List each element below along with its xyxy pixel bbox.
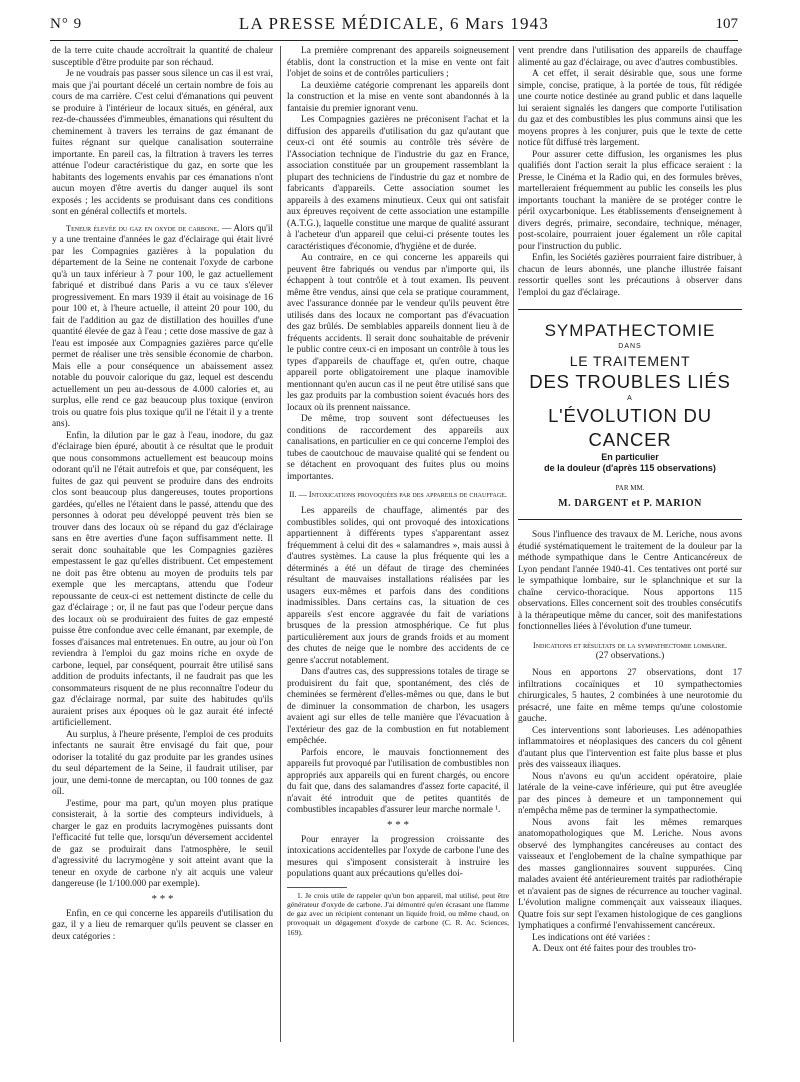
footnote-rule — [287, 887, 347, 888]
byline-prefix: PAR MM. — [615, 484, 645, 492]
section-separator: * * * — [151, 892, 174, 905]
paragraph: Au contraire, en ce qui concerne les appareils qui peuvent être fabriqués ou vendus par n'importe qui, ils échappent à tout contrôle et à tout examen. Ils peuvent même être vendus, ainsi que cela se pratique couramment, avec l'assurance donnée par le vendeur qu'ils peuvent être utilisés dans des locaux ne comportant pas d'évacuation des gaz brûlés. De semblables appareils donnent lieu à de fréquents accidents. Il serait donc souhaitable de prévenir le public contre ceux-ci en imposant un contrôle à tous les types d'appareils de chauffage et, qu'en outre, chaque appareil porte obligatoirement une plaque inamovible mentionnant qu'en aucun cas il ne peut être utilisé sans que les gaz produits par la combustion soient évacués hors des locaux où ils prennent naissance. — [287, 253, 509, 413]
article-authors: M. DARGENT et P. MARION — [558, 497, 702, 509]
paragraph: vent prendre dans l'utilisation des appareils de chauffage alimenté au gaz d'éclairage, ou avec d'autres combustibles. — [518, 46, 742, 68]
paragraph-text: Alors qu'il y a une trentaine d'années le gaz d'éclairage qui était livré par les Compagnies gazières à la population du département de la Seine ne contenait l'oxyde de carbone qu'à un taux inférieur à 7 pour 100, le gaz actuellement fabriqué et distribué dans Paris a vu ce taux s'élever progressivement. En mars 1939 il était au voisinage de 16 pour 100 et, à l'heure actuelle, il atteint 20 pour 100, du fait de l'addition au gaz de distillation des houilles d'une quantité élevée de gaz à l'eau ; cette dose massive de gaz à l'eau est imposée aux Compagnies gazières parce qu'elle permet de réaliser une très sensible économie de charbon. Mais elle a pour conséquence un abaissement assez notable du pouvoir calorique du gaz, lequel est descendu actuellement un peu au-dessous de 4.000 calories et, au surplus, elle rend ce gaz beaucoup plus toxique (environ trois ou quatre fois plus toxique qu'il ne l'était il y a trente ans). — [52, 223, 273, 429]
page-number: 107 — [715, 16, 738, 32]
paragraph: Enfin, la dilution par le gaz à l'eau, inodore, du gaz d'éclairage bien épuré, aboutit à ce résultat que le produit que nous consommons actuellement est beaucoup moins odorant qu'il ne l'était autrefois et que, par conséquent, les fuites de gaz qui peuvent se produire dans des endroits clos sont beaucoup plus dangereuses, toutes proportions gardées, qu'elles ne l'étaient dans le passé, attendu que des personnes à odorat peu développé peuvent très bien se trouver dans des locaux où se répand du gaz d'éclairage sans en être averties d'une façon suffisamment nette. Il serait donc souhaitable que les Compagnies gazières empestassent le gaz qu'elles distribuent. Cet empestement ne doit pas être obtenu au moyen de produits tels par exemple que les mercaptans, attendu que l'odeur repoussante de ceux-ci est nettement distincte de celle du gaz d'éclairage ; or, il ne faut pas que l'odeur perçue dans des locaux où se produiraient des fuites de gaz empesté puisse être confondue avec celle émanant, par exemple, de fosses d'aisances mal entretenues. En outre, au jour où l'on reviendra à l'emploi du gaz moins riche en oxyde de carbone, lequel, par conséquent, pourrait être utilisé sans addition de produits infectants, il ne faudrait pas que les consommateurs risquent de ne plus reconnaître l'odeur du gaz d'éclairage normal, par suite des habitudes qu'ils auraient prises aux époques où le gaz aurait été infecté artificiellement. — [52, 430, 273, 728]
section-subheading: (27 observations.) — [595, 650, 665, 661]
paragraph: Teneur élevée du gaz en oxyde de carbone. — Alors qu'il y a une trentaine d'années le gaz d'éclairage qui était livré par les Compagnies gazières à la population du département de la Seine ne contenait l'oxyde de carbone qu'à un taux inférieur à 7 pour 100, le gaz actuellement fabriqué et distribué dans Paris a vu ce taux s'élever progressivement. En mars 1939 il était au voisinage de 16 pour 100 et, à l'heure actuelle, il atteint 20 pour 100, du fait de l'addition au gaz de distillation des houilles d'une quantité élevée de gaz à l'eau ; cette dose massive de gaz à l'eau est imposée aux Compagnies gazières parce qu'elle permet de réaliser une très sensible économie de charbon. Mais elle a pour conséquence un abaissement assez notable du pouvoir calorique du gaz, lequel est descendu actuellement un peu au-dessous de 4.000 calories et, au surplus, elle rend ce gaz beaucoup plus toxique (environ trois ou quatre fois plus toxique qu'il ne l'était il y a trente ans). — [52, 223, 273, 429]
section-heading-text: Indications et résultats de la sympathectomie lombaire. — [532, 640, 728, 650]
article-title-line: L'ÉVOLUTION DU CANCER — [548, 405, 712, 450]
column-3 — [518, 46, 742, 1074]
paragraph: J'estime, pour ma part, qu'un moyen plus pratique consisterait, à la sortie des compteurs individuels, à charger le gaz en produits lacrymogènes puissants dont l'efficacité fut telle que, lorsqu'un déversement accidentel de gaz se produirait dans l'atmosphère, le seuil d'agressivité du lacrymogène y soit atteint avant que la teneur en oxyde de carbone n'y ait acquis une valeur dangereuse (le 1/100.000 par exemple). — [52, 798, 273, 889]
paragraph: A. Deux ont été faites pour des troubles tro- — [532, 944, 697, 954]
footnote: 1. Je crois utile de rappeler qu'un bon appareil, mal utilisé, peut être générateur d'oxyde de carbone. J'ai démontré qu'en écrasant une flamme de gaz avec un récipient contenant un liquide froid, ou même chaud, on provoquait un dégagement d'oxyde de carbone (C. R. Ac. Sciences, 169). — [287, 890, 509, 937]
paragraph: Enfin, en ce qui concerne les appareils d'utilisation du gaz, il y a lieu de remarquer qu'ils peuvent se classer en deux catégories : — [52, 908, 273, 942]
paragraph: Enfin, les Sociétés gazières pourraient faire distribuer, à chacun de leurs abonnés, une planche illustrée faisant ressortir quelles sont les précautions à observer dans l'emploi du gaz d'éclairage. — [518, 253, 742, 298]
paragraph: La deuxième catégorie comprenant les appareils dont la construction et la mise en vente sont abandonnés à la fantaisie du premier ignorant venu. — [287, 80, 509, 114]
paragraph: La première comprenant des appareils soigneusement établis, dont la construction et la mise en vente ont fait l'objet de soins et de contrôles particuliers ; — [287, 46, 509, 79]
paragraph: Les indications ont été variées : — [532, 932, 651, 943]
journal-title: LA PRESSE MÉDICALE, 6 Mars 1943 — [238, 14, 550, 33]
column-rule — [513, 46, 514, 1042]
divider — [518, 519, 742, 520]
paragraph: A cet effet, il serait désirable que, sous une forme simple, concise, pratique, à la portée de tous, fût rédigée une courte notice destinée au grand public et dans laquelle lui seraient signalés les dangers que comporte l'utilisation du gaz et des combustibles les plus communs ainsi que les moyens propres à les conjurer, puis que le texte de cette notice fût diffusé très largement. — [518, 69, 742, 148]
paragraph: Dans d'autres cas, des suppressions totales de tirage se produisirent du fait que, spontanément, des clés de cheminées se fermèrent d'elles-mêmes ou que, dans le but de diminuer la consommation de charbon, les usagers avaient agi sur elles de telle manière que l'évacuation à l'extérieur des gaz de la combustion en fut notablement empêchée. — [287, 667, 509, 746]
column-1 — [52, 46, 273, 1074]
paragraph: Ces interventions sont laborieuses. Les adénopathies inflammatoires et néoplasiques des cancers du col gênent d'autant plus que l'intervention est faite plus basse et plus près des vaisseaux iliaques. — [518, 725, 742, 770]
paragraph: Nous avons fait les mêmes remarques anatomopathologiques que M. Leriche. Nous avons observé des lymphangites cancéreuses au contact des vaisseaux et l'englobement de la chaîne sympathique par des masses ganglionnaires souvent suppurées. Cinq malades avaient été antérieurement traités par radiothérapie et n'avaient pas de signes de récurrence au toucher vaginal. L'évolution maligne commençait aux vaisseaux iliaques. Quatre fois sur sept l'examen histologique de ces ganglions lymphatiques a confirmé l'envahissement cancéreux. — [518, 817, 742, 931]
section-heading — [518, 641, 742, 651]
paragraph: Au surplus, à l'heure présente, l'emploi de ces produits infectants ne saurait être envisagé du fait que, pour odoriser la totalité du gaz produite par les grandes usines du seul département de la Seine, il faudrait utiliser, par jour, une demi-tonne de mercaptan, ou 100 tonnes de gaz oïl. — [52, 729, 273, 797]
paragraph: de la terre cuite chaude accroîtrait la quantité de chaleur susceptible d'être produite par son réchaud. — [52, 46, 273, 68]
paragraph: Pour assurer cette diffusion, les organismes les plus qualifiés dont l'action serait la plus efficace seraient : la Presse, le Cinéma et la Radio qui, en des formules brèves, martelleraient fréquemment au public les conseils les plus importants touchant la manière de se protéger contre le péril oxycarbonique. Les établissements d'enseignement à divers degrés, primaire, secondaire, technique, ménager, post-scolaire, pourraient jouer également un rôle capital pour l'instruction du public. — [518, 149, 742, 252]
article-title-line: A — [627, 395, 633, 402]
section-separator: * * * — [387, 818, 409, 831]
paragraph: Parfois encore, le mauvais fonctionnement des appareils fut provoqué par l'utilisation de combustibles non appropriés aux appareils qui en furent chargés, ou encore du fait que, dans des salamandres d'assez forte capacité, il n'avait été introduit que de petites quantités de combustibles incapables d'assurer leur marche normale ¹. — [287, 747, 509, 815]
article-title-line: SYMPATHECTOMIE — [544, 321, 716, 340]
article-title-line: LE TRAITEMENT — [569, 353, 691, 369]
section-heading: Teneur élevée du gaz en oxyde de carbone. — [66, 223, 220, 233]
paragraph: Pour enrayer la progression croissante des intoxications accidentelles par l'oxyde de carbone l'une des mesures qui s'imposent consisterait à instruire les populations quant aux précautions qu'elles doi- — [287, 834, 509, 879]
issue-number: N° 9 — [50, 16, 83, 32]
paragraph: Je ne voudrais pas passer sous silence un cas il est vrai, mais que j'ai pourtant décelé un certain nombre de fois au cours de ma carrière. C'est celui d'émanations qui peuvent se produire à l'intérieur de locaux situés, en général, aux rez-de-chaussées d'immeubles, émanations qui résultent du cheminement à travers les terrains de gaz émanant de fuites régnant sur quelque canalisation souterraine importante. En pareil cas, la filtration à travers les terres atténue l'odeur caractéristique du gaz, en sorte que les habitants des logements envahis par ces émanations n'ont aucun moyen d'être avertis du danger auquel ils sont exposés ; les accidents se produisant dans ces conditions sont en général collectifs et mortels. — [52, 69, 273, 217]
paragraph: De même, trop souvent sont défectueuses les conditions de raccordement des appareils aux canalisations, en particulier en ce qui concerne l'emploi des tubes de caoutchouc de mauvaise qualité qui se fendent ou se détachent en provoquant des fuites plus ou moins importantes. — [287, 414, 509, 482]
paragraph: Les Compagnies gazières ne préconisent l'achat et la diffusion des appareils d'utilisation du gaz qu'autant que ceux-ci ont été soumis au contrôle très sévère de l'Association technique de l'industrie du gaz en France, association constituée par un groupement rassemblant la plupart des techniciens de l'industrie du gaz et nombre de fabricants d'appareils. Cette association soumet les appareils à des examens minutieux. Ceux qui ont satisfait aux épreuves reçoivent de cette association une estampille (A.T.G.), laquelle constitue une marque de qualité assurant à l'acheteur d'un appareil que celui-ci présente toutes les caractéristiques d'économie, d'hygiène et de durée. — [287, 115, 509, 252]
section-heading: II. — Intoxications provoquées par des appareils de chauffage. — [289, 490, 507, 499]
column-2 — [287, 46, 509, 1074]
page-header — [50, 12, 738, 41]
article-title-line: DES TROUBLES LIÉS — [529, 371, 731, 392]
paragraph: Sous l'influence des travaux de M. Leriche, nous avons étudié systématiquement le traitement de la douleur par la méthode sympathique dans le Centre Anticancéreux de Lyon pendant l'année 1940-41. Ces tentatives ont porté sur le sympathique lombaire, sur le splanchnique et sur la chaîne cervico-thoracique. Nous apportons 115 observations. Elles concernent soit des troubles consécutifs à la thérapeutique même du cancer, soit des manifestations fonctionnelles liées à l'évolution d'une tumeur. — [518, 530, 742, 632]
article-title-line: DANS — [618, 343, 642, 350]
paragraph: Nous n'avons eu qu'un accident opératoire, plaie latérale de la veine-cave inférieure, qui put être aveuglée par des pinces à demeure et un tamponnement qui n'empêcha même pas de terminer la sympathectomie. — [518, 771, 742, 816]
paragraph: Nous en apportons 27 observations, dont 17 infiltrations cocaïniques et 10 sympathectomies chirurgicales, 5 hautes, 2 combinées à une neurotomie du présacré, une faite en même temps qu'une colostomie gauche. — [518, 668, 742, 724]
article-subtitle: de la douleur (d'après 115 observations) — [544, 463, 716, 473]
column-rule — [280, 46, 281, 1042]
paragraph: Les appareils de chauffage, alimentés par des combustibles solides, qui ont provoqué des intoxications appartiennent à différents types s'apparentant assez fréquemment à celui dit des « salamandres », mais aussi à d'autres systèmes. La cause la plus fréquente qui les a déterminés a été un défaut de tirage des cheminées résultant de mauvaises installations réalisées par les usagers eux-mêmes et parfois dans des conditions inadmissibles. Dans certains cas, la situation de ces appareils s'est encore aggravée du fait de variations brusques de la pression atmosphérique. Ce fut plus particulièrement aux jours de grands froids et au moment des chutes de neige que le nombre des accidents de ce genre s'accrut notablement. — [287, 506, 509, 666]
article-subtitle: En particulier — [601, 452, 659, 462]
article-title-block — [518, 309, 742, 520]
